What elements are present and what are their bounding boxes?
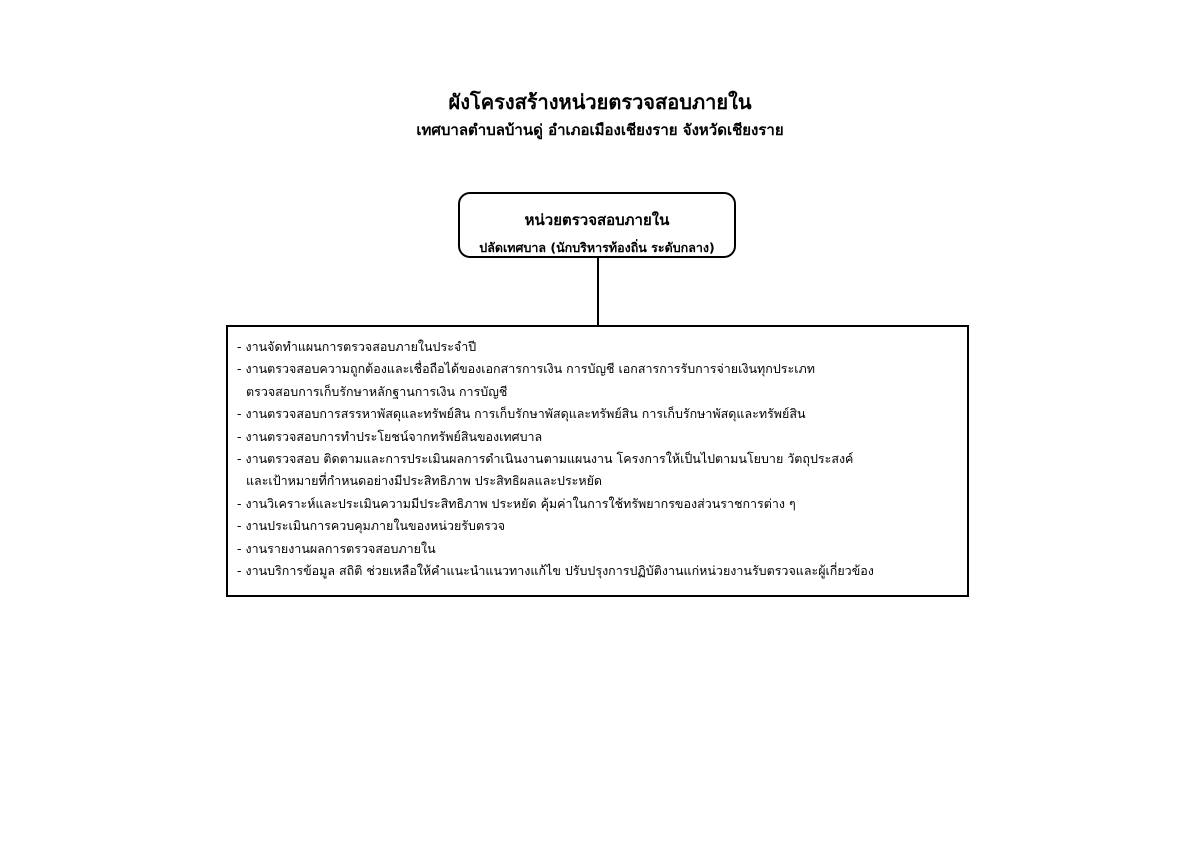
- head-unit-box: [458, 192, 736, 258]
- duty-item: - งานบริการข้อมูล สถิติ ช่วยเหลือให้คำแนะนำแนวทางแก้ไข ปรับปรุงการปฏิบัติงานแก่หน่วยงานรับตรวจและผู้เกี่ยวข้อง: [237, 563, 874, 579]
- duty-item: - งานตรวจสอบการสรรหาพัสดุและทรัพย์สิน การเก็บรักษาพัสดุและทรัพย์สิน การเก็บรักษาพัสดุและทรัพย์สิน: [237, 406, 806, 422]
- head-unit-name: หน่วยตรวจสอบภายใน: [524, 211, 670, 229]
- duties-box: [226, 325, 969, 597]
- duty-item: - งานตรวจสอบ ติดตามและการประเมินผลการดำเนินงานตามแผนงาน โครงการให้เป็นไปตามนโยบาย วัตถุประสงค์: [237, 451, 854, 467]
- duty-item: - งานจัดทำแผนการตรวจสอบภายในประจำปี: [237, 339, 477, 354]
- head-unit-position: ปลัดเทศบาล (นักบริหารท้องถิ่น ระดับกลาง): [479, 240, 715, 255]
- duty-item: - งานตรวจสอบความถูกต้องและเชื่อถือได้ของเอกสารการเงิน การบัญชี เอกสารการรับการจ่ายเงินทุกประเภท: [237, 361, 815, 377]
- duty-item: - งานประเมินการควบคุมภายในของหน่วยรับตรวจ: [237, 518, 506, 534]
- page-subtitle: เทศบาลตำบลบ้านดู่ อำเภอเมืองเชียงราย จังหวัดเชียงราย: [416, 121, 784, 139]
- duty-item-continuation: และเป้าหมายที่กำหนดอย่างมีประสิทธิภาพ ประสิทธิผลและประหยัด: [246, 473, 603, 489]
- duty-item: - งานตรวจสอบการทำประโยชน์จากทรัพย์สินของเทศบาล: [237, 428, 543, 444]
- duty-item-continuation: ตรวจสอบการเก็บรักษาหลักฐานการเงิน การบัญชี: [246, 383, 508, 399]
- duty-item: - งานวิเคราะห์และประเมินความมีประสิทธิภาพ ประหยัด คุ้มค่าในการใช้ทรัพยากรของส่วนราชการต่าง ๆ: [237, 495, 796, 511]
- page-title: ผังโครงสร้างหน่วยตรวจสอบภายใน: [448, 90, 752, 114]
- duty-item: - งานรายงานผลการตรวจสอบภายใน: [237, 540, 436, 556]
- connector-line: [597, 258, 599, 326]
